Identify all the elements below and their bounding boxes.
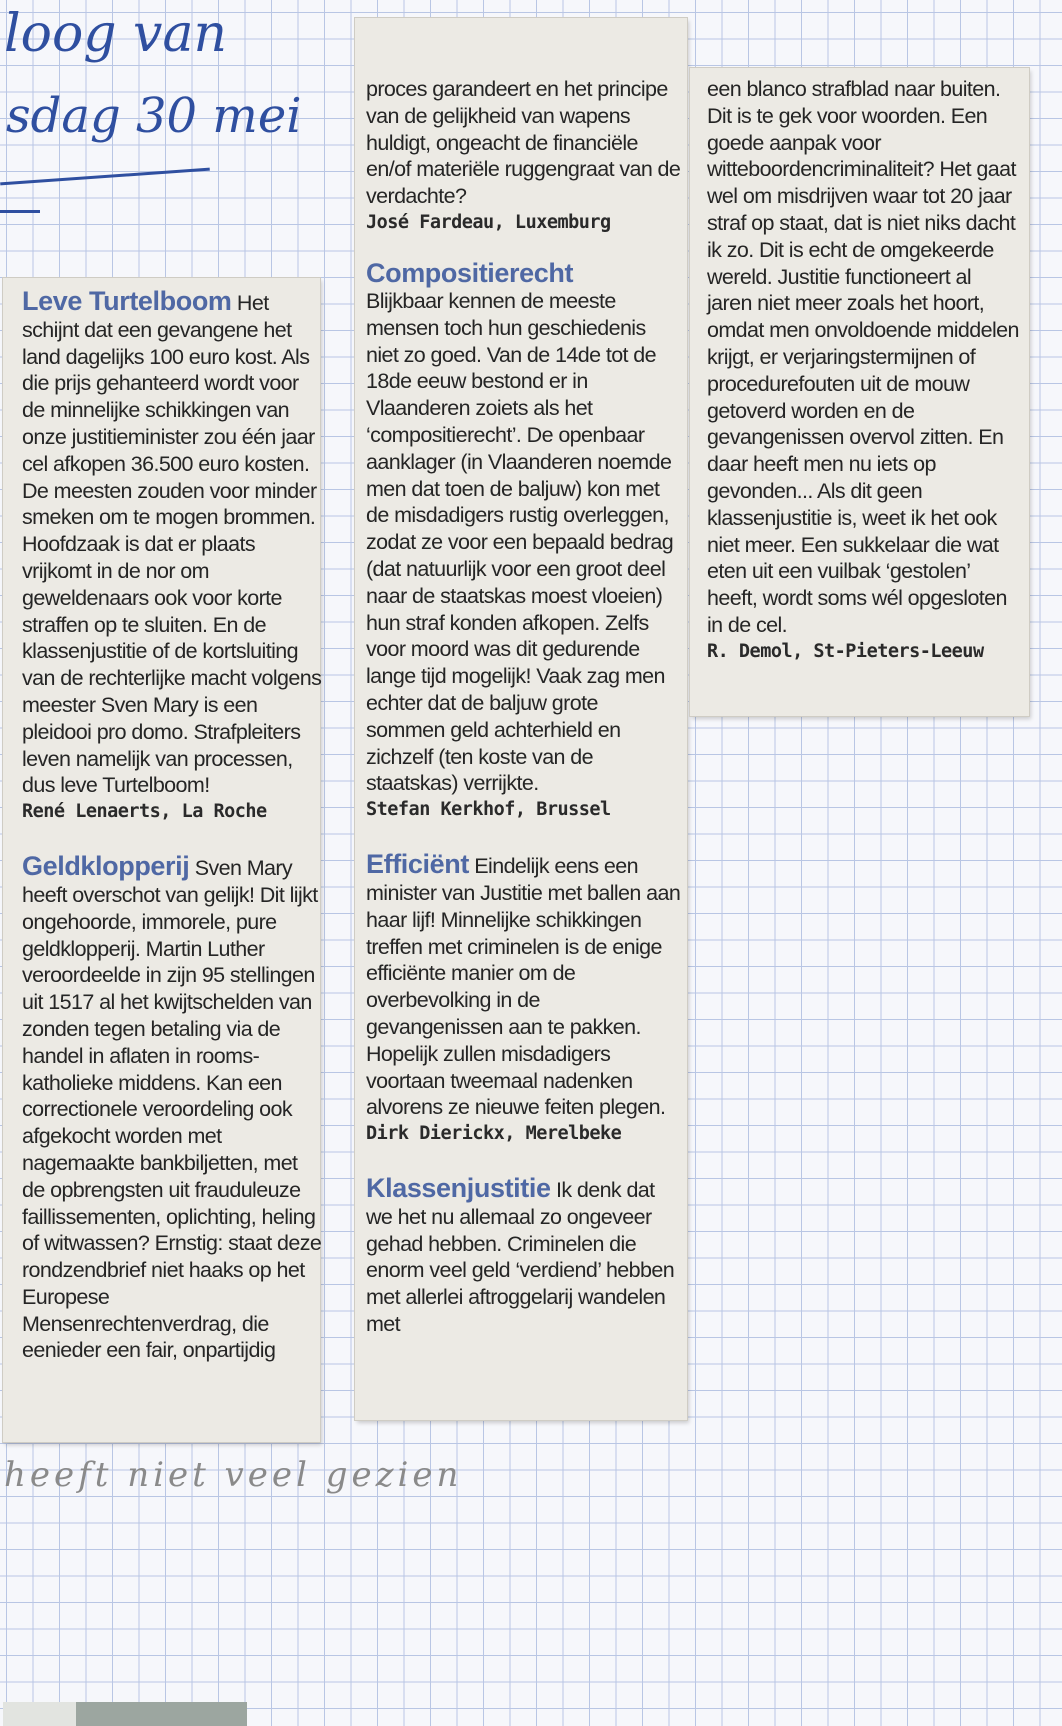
handwritten-underline-short bbox=[0, 210, 40, 213]
spacer bbox=[366, 823, 682, 851]
article-heading: Klassenjustitie bbox=[366, 1173, 551, 1204]
article-geldklopperij bbox=[22, 853, 322, 1364]
article-signature: René Lenaerts, La Roche bbox=[22, 801, 267, 823]
handwritten-bottom-note: heeft niet veel gezien bbox=[4, 1455, 463, 1495]
article-leve-turtelboom bbox=[22, 288, 322, 799]
article-body: Het schijnt dat een gevangene het land dagelijks 100 euro kost. Als die prijs gehanteerd wordt voor de minnelijke schikkingen van onze justitieminister zou één jaar cel afkopen 36.500 euro kosten. De meesten zouden voor minder smeken om te mogen brommen. Hoofdzaak is dat er plaats vrijkomt in de nor om geweldenaars ook voor korte straffen op te sluiten. En de klassenjustitie of de kortsluiting van de rechterlijke macht volgens meester Sven Mary is een pleidooi pro domo. Strafpleiters leven namelijk van processen, dus leve Turtelboom! bbox=[22, 291, 322, 798]
handwritten-underline bbox=[0, 168, 210, 186]
spacer bbox=[366, 236, 682, 258]
handwritten-header-line-2: sdag 30 mei bbox=[6, 88, 302, 144]
spacer bbox=[22, 825, 322, 853]
spacer bbox=[366, 1147, 682, 1175]
article-body: Sven Mary heeft overschot van gelijk! Dit lijkt ongehoorde, immorele, pure geldklopperij. Martin Luther veroordeelde in zijn 95 stellingen uit 1517 al het kwijtschelden van zonden tegen betaling via de handel in aflaten in rooms-katholieke middens. Kan een correctionele veroordeling ook afgekocht worden met nagemaakte bankbiljetten, met de opbrengsten uit frauduleuze faillissementen, oplichting, heling of witwassen? Ernstig: staat deze rondzendbrief niet haaks op het Europese Mensenrechtenverdrag, die eenieder een fair, onpartijdig bbox=[22, 856, 322, 1363]
article-body: Ik denk dat we het nu allemaal zo ongeveer gehad hebben. Criminelen die enorm veel geld ‘verdiend’ hebben met allerlei aftroggelarij wandelen met bbox=[366, 1178, 675, 1337]
gray-bar-decoration bbox=[3, 1702, 247, 1726]
article-heading: Efficiënt bbox=[366, 849, 469, 880]
article-heading: Compositierecht bbox=[366, 257, 574, 288]
article-heading: Geldklopperij bbox=[22, 851, 190, 882]
article-geldklopperij-continued: proces garandeert en het principe van de gelijkheid van wapens huldigt, ongeacht de financiële en/of materiële ruggengraat van de verdachte? bbox=[366, 77, 681, 209]
article-signature: José Fardeau, Luxemburg bbox=[366, 211, 611, 233]
column-left bbox=[22, 288, 322, 1364]
article-signature: Stefan Kerkhof, Brussel bbox=[366, 799, 611, 821]
article-body: Eindelijk eens een minister van Justitie met ballen aan haar lijf! Minnelijke schikkingen treffen met criminelen is de enige efficiënte manier om de overbevolking in de gevangenissen aan te pakken. Hopelijk zullen misdadigers voortaan tweemaal nadenken alvorens ze nieuwe feiten plegen. bbox=[366, 854, 681, 1120]
column-right bbox=[707, 76, 1019, 665]
article-signature: R. Demol, St-Pieters-Leeuw bbox=[707, 640, 984, 662]
article-heading: Leve Turtelboom bbox=[22, 286, 232, 316]
handwritten-header-line-1: loog van bbox=[4, 4, 227, 64]
article-klassenjustitie-continued: een blanco strafblad naar buiten. Dit is te gek voor woorden. Een goede aanpak voor witteboordencriminaliteit? Het gaat wel om misdrijven waar tot 20 jaar straf op staat, dat is niet niks dacht ik zo. Dit is echt de omgekeerde wereld. Justitie functioneert al jaren niet meer zoals het hoort, omdat men onvoldoende middelen krijgt, er verjaringstermijnen of procedurefouten uit de mouw getoverd worden en de gevangenissen overvol zitten. En daar heeft men nu iets op gevonden... Als dit geen klassenjustitie is, weet ik het ook niet meer. Een sukkelaar die wat eten uit een vuilbak ‘gestolen’ heeft, wordt soms wél opgesloten in de cel. bbox=[707, 77, 1019, 637]
article-signature: Dirk Dierickx, Merelbeke bbox=[366, 1123, 622, 1145]
article-compositierecht: Blijkbaar kennen de meeste mensen toch hun geschiedenis niet zo goed. Van de 14de tot de 18de eeuw bestond er in Vlaanderen zoiets als het ‘compositierecht’. De openbaar aanklager (in Vlaanderen noemde men dat toen de baljuw) kon met de misdadigers rustig overleggen, zodat ze voor een bepaald bedrag (dat natuurlijk voor een groot deel naar de staatskas moest vloeien) hun straf konden afkopen. Zelfs voor moord was dit gedurende lange tijd mogelijk! Vaak zag men echter dat de baljuw grote sommen geld achterhield en zichzelf (ten koste van de staatskas) verrijkte. bbox=[366, 288, 674, 796]
article-efficient bbox=[366, 851, 682, 1121]
article-klassenjustitie bbox=[366, 1175, 682, 1338]
column-middle bbox=[366, 76, 682, 1338]
